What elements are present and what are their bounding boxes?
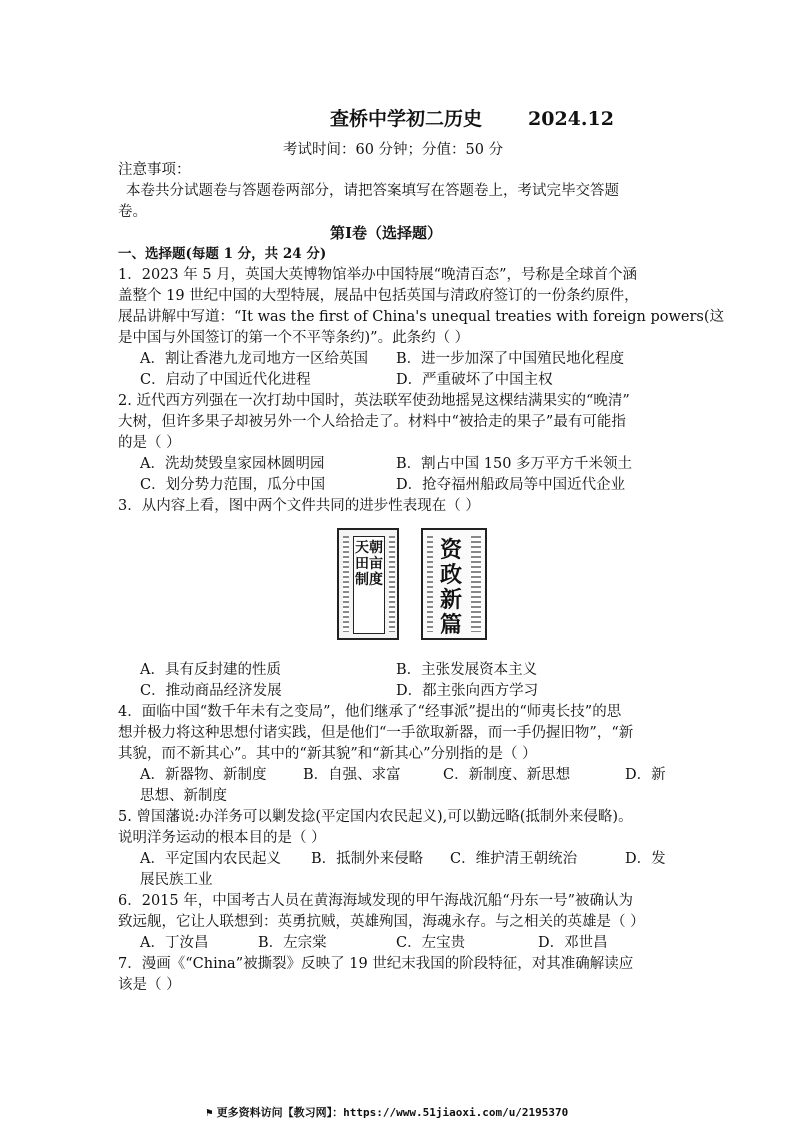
q3-option-a: A．具有反封建的性质	[140, 662, 281, 678]
q2-line-1: 2. 近代西方列强在一次打劫中国时，英法联军使劲地摇晃这棵结满果实的“晚清”	[118, 393, 630, 409]
footer-text: 更多资料访问【教习网】：https://www.51jiaoxi.com/u/2195370	[216, 1106, 569, 1119]
q4-line-3: 其貌，而不新其心”。其中的“新其貌”和“新其心”分别指的是（ ）	[118, 746, 537, 762]
doc1-title: 天朝田亩制度	[355, 540, 383, 588]
q6-line-2: 致远舰，它让人联想到：英勇抗贼，英雄殉国，海魂永存。与之相关的英雄是（ ）	[118, 914, 645, 930]
q6-option-d: D．邓世昌	[538, 935, 608, 951]
q4-option-c: C．新制度、新思想	[443, 767, 571, 783]
q3-option-c: C．推动商品经济发展	[140, 683, 282, 699]
footer-link[interactable]	[206, 1104, 568, 1120]
q1-line-3: 展品讲解中写道：“It was the first of China's unequal treaties with foreign powers(这	[118, 309, 724, 325]
doc2-title: 资政新篇	[439, 537, 462, 638]
q7-line-1: 7．漫画《“China”被撕裂》反映了 19 世纪末我国的阶段特征，对其准确解读应	[118, 956, 634, 972]
q1-line-4: 是中国与外国签订的第一个不平等条约)”。此条约（ ）	[118, 330, 470, 346]
q4-line-2: 想并极力将这种思想付诸实践，但是他们“一手欲取新器，而一手仍握旧物”，“新	[118, 725, 634, 741]
q1-line-2: 盖整个 19 世纪中国的大型特展，展品中包括英国与清政府签订的一份条约原件，	[118, 288, 639, 304]
q1-option-a: A．割让香港九龙司地方一区给英国	[140, 351, 368, 367]
q3-line-1: 3．从内容上看，图中两个文件共同的进步性表现在（ ）	[118, 498, 480, 514]
q4-option-a: A．新器物、新制度	[140, 767, 267, 783]
q5-option-d-continued: 展民族工业	[140, 872, 213, 888]
page-title	[330, 104, 614, 131]
doc1-side-text	[343, 536, 349, 632]
q2-option-c: C．划分势力范围，瓜分中国	[140, 477, 326, 493]
doc1-side-text-right	[389, 536, 395, 632]
q6-option-a: A．丁汝昌	[140, 935, 209, 951]
q2-line-3: 的是（ ）	[118, 435, 181, 451]
exam-info: 考试时间：60 分钟；分值：50 分	[283, 142, 504, 158]
q7-line-2: 该是（ ）	[118, 977, 181, 993]
title-text: 查桥中学初二历史	[330, 108, 483, 130]
q3-option-d: D．都主张向西方学习	[396, 683, 539, 699]
part-heading: 一、选择题(每题 1 分，共 24 分)	[118, 246, 327, 262]
notice-heading: 注意事项：	[118, 162, 191, 178]
q1-option-d: D．严重破坏了中国主权	[396, 372, 553, 388]
q6-line-1: 6．2015 年，中国考古人员在黄海海域发现的甲午海战沉船“丹东一号”被确认为	[118, 893, 634, 909]
q4-line-1: 4．面临中国“数千年未有之变局”，他们继承了“经事派”提出的“师夷长技”的思	[118, 704, 622, 720]
q5-option-c: C．维护清王朝统治	[450, 851, 578, 867]
q3-figure	[337, 528, 487, 640]
q2-option-a: A．洗劫焚毁皇家园林圆明园	[140, 456, 325, 472]
notice-line-2: 卷。	[118, 204, 147, 220]
q2-option-d: D．抢夺福州船政局等中国近代企业	[396, 477, 626, 493]
q1-option-c: C．启动了中国近代化进程	[140, 372, 311, 388]
q1-line-1: 1．2023 年 5 月，英国大英博物馆举办中国特展“晚清百态”，号称是全球首个涵	[118, 267, 638, 283]
flag-icon: ⚑	[206, 1106, 213, 1119]
q5-line-1: 5. 曾国藩说:办洋务可以剿发捻(平定国内农民起义),可以勤远略(抵制外来侵略)。	[118, 809, 633, 825]
q4-option-b: B．自强、求富	[303, 767, 401, 783]
q5-line-2: 说明洋务运动的根本目的是（ ）	[118, 830, 326, 846]
q5-option-b: B．抵制外来侵略	[311, 851, 424, 867]
q2-option-b: B．割占中国 150 多万平方千米领土	[396, 456, 633, 472]
doc-tianchao-tianmu-zhidu	[337, 528, 399, 640]
doc2-side-text-right	[471, 536, 481, 632]
doc2-side-text	[427, 536, 433, 632]
q5-option-d: D．发	[625, 851, 666, 867]
doc-zizheng-xinpian	[421, 528, 487, 640]
q6-option-c: C．左宝贵	[396, 935, 466, 951]
q3-option-b: B．主张发展资本主义	[396, 662, 538, 678]
q1-option-b: B．进一步加深了中国殖民地化程度	[396, 351, 625, 367]
q5-option-a: A．平定国内农民起义	[140, 851, 281, 867]
q4-option-d: D．新	[625, 767, 666, 783]
section-title: 第Ⅰ卷（选择题）	[330, 224, 443, 242]
notice-line-1: 本卷共分试题卷与答题卷两部分，请把答案填写在答题卷上，考试完毕交答题	[126, 183, 619, 199]
q2-line-2: 大树，但许多果子却被另外一个人给拾走了。材料中“被拾走的果子”最有可能指	[118, 414, 626, 430]
title-year: 2024.12	[528, 108, 614, 130]
q4-option-d-continued: 思想、新制度	[140, 788, 227, 804]
q6-option-b: B．左宗棠	[258, 935, 327, 951]
